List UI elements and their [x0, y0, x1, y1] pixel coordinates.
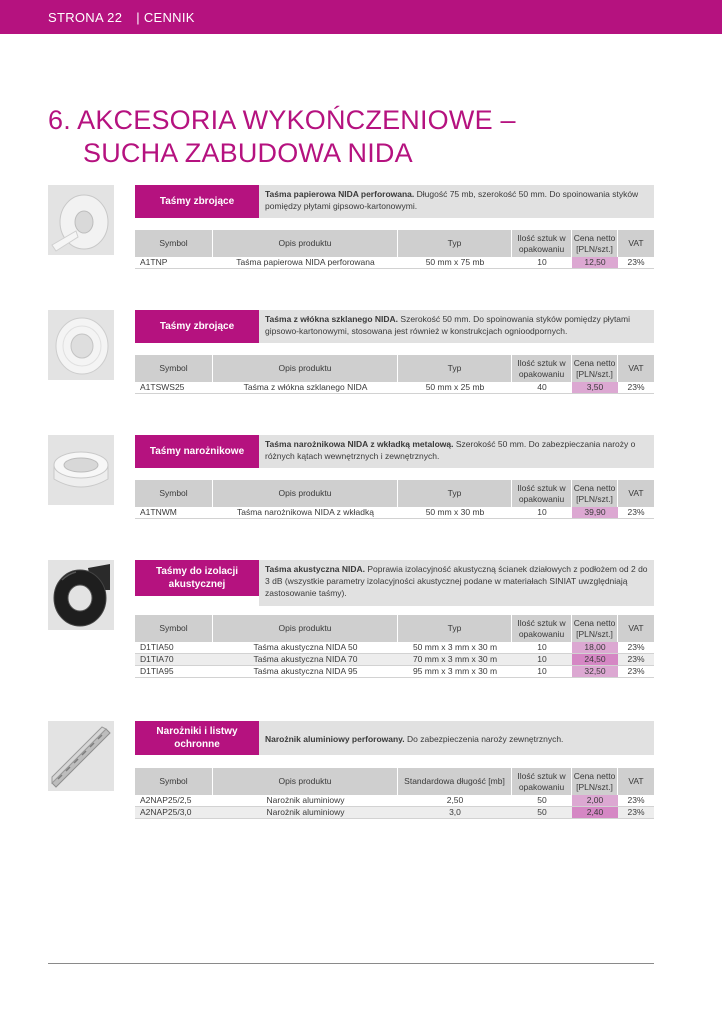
cell-type: 95 mm x 3 mm x 30 m	[412, 666, 498, 676]
col-vat: VAT	[618, 230, 654, 257]
top-bar	[0, 0, 722, 34]
col-quantity: Ilość sztuk w opakowaniu	[512, 615, 572, 642]
cell-description: Taśma akustyczna NIDA 95	[253, 666, 358, 676]
desc-bold: Narożnik aluminiowy perforowany.	[265, 734, 405, 744]
desc-text: Do zabezpieczenia naroży zewnętrznych.	[404, 734, 564, 744]
cell-symbol: A1TNP	[140, 257, 168, 267]
category-label: Taśmy zbrojące	[135, 185, 259, 218]
cell-vat: 23%	[627, 507, 645, 517]
table-header	[135, 230, 654, 257]
table-row	[135, 807, 654, 819]
cell-quantity: 10	[537, 666, 547, 676]
cell-description: Taśma z włókna szklanego NIDA	[243, 382, 368, 392]
desc-bold: Taśma akustyczna NIDA.	[265, 564, 365, 574]
col-symbol: Symbol	[135, 230, 213, 257]
cell-type: 70 mm x 3 mm x 30 m	[412, 654, 498, 664]
product-description	[259, 435, 654, 468]
cell-price: 3,50	[572, 382, 618, 393]
col-vat: VAT	[618, 480, 654, 507]
cell-price: 24,50	[572, 654, 618, 665]
col-quantity: Ilość sztuk w opakowaniu	[512, 768, 572, 795]
category-label: Taśmy narożnikowe	[135, 435, 259, 468]
cell-quantity: 50	[537, 807, 547, 817]
cell-price: 18,00	[572, 642, 618, 653]
cell-type: 50 mm x 3 mm x 30 m	[412, 642, 498, 652]
table-header	[135, 480, 654, 507]
category-label: Taśmy do izolacji akustycznej	[135, 560, 259, 596]
desc-text: Szerokość 50 mm. Do spoinowania styków pomiędzy płytami gipsowo-kartonowymi, stosowana jest również w konstrukcjach ognioodpornych.	[265, 314, 630, 336]
col-symbol: Symbol	[135, 480, 213, 507]
col-quantity: Ilość sztuk w opakowaniu	[512, 480, 572, 507]
col-symbol: Symbol	[135, 355, 213, 382]
table-header	[135, 768, 654, 795]
cell-description: Taśma akustyczna NIDA 50	[253, 642, 358, 652]
cell-quantity: 50	[537, 795, 547, 805]
cell-symbol: A2NAP25/3,0	[140, 807, 192, 817]
cell-length: 2,50	[446, 795, 464, 805]
cell-price: 39,90	[572, 507, 618, 518]
desc-text: Długość 75 mb, szerokość 50 mm. Do spoinowania styków pomiędzy płytami gipsowo-kartonowymi.	[265, 189, 639, 211]
cell-vat: 23%	[627, 257, 645, 267]
cell-vat: 23%	[627, 382, 645, 392]
price-table	[135, 355, 654, 394]
cell-description: Narożnik aluminiowy	[266, 795, 345, 805]
cell-quantity: 10	[537, 654, 547, 664]
section-label: | CENNIK	[136, 9, 195, 25]
cell-length: 3,0	[449, 807, 461, 817]
price-table	[135, 480, 654, 519]
cell-vat: 23%	[627, 654, 645, 664]
cell-vat: 23%	[627, 795, 645, 805]
cell-quantity: 10	[537, 642, 547, 652]
title-line-1: 6. AKCESORIA WYKOŃCZENIOWE –	[48, 105, 516, 135]
col-description: Opis produktu	[213, 355, 398, 382]
table-header	[135, 615, 654, 642]
fiberglass-tape-image	[48, 310, 114, 380]
col-type: Typ	[398, 230, 512, 257]
product-description	[259, 721, 654, 755]
col-price: Cena netto [PLN/szt.]	[572, 230, 618, 257]
cell-symbol: D1TIA70	[140, 654, 174, 664]
desc-text: Poprawia izolacyjność akustyczną ścianek działowych z podłożem od 2 do 3 dB (wszystkie parametry izolacyjności akustycznej podane w materiałach SINIAT uwzględniają zastosowanie taśmy).	[265, 564, 648, 598]
product-description	[259, 185, 654, 218]
col-length: Standardowa długość [mb]	[398, 768, 512, 795]
table-row	[135, 507, 654, 519]
col-description: Opis produktu	[213, 615, 398, 642]
paper-tape-image	[48, 185, 114, 255]
table-row	[135, 654, 654, 666]
cell-type: 50 mm x 30 mb	[425, 507, 485, 517]
title-line-2: SUCHA ZABUDOWA NIDA	[83, 138, 413, 168]
aluminium-corner-bead-image	[48, 721, 114, 791]
desc-bold: Taśma z włókna szklanego NIDA.	[265, 314, 399, 324]
col-quantity: Ilość sztuk w opakowaniu	[512, 230, 572, 257]
cell-quantity: 10	[537, 257, 547, 267]
cell-quantity: 10	[537, 507, 547, 517]
col-symbol: Symbol	[135, 615, 213, 642]
cell-type: 50 mm x 25 mb	[425, 382, 485, 392]
cell-price: 2,40	[572, 807, 618, 818]
cell-price: 12,50	[572, 257, 618, 268]
cell-vat: 23%	[627, 666, 645, 676]
price-table	[135, 768, 654, 819]
desc-bold: Taśma papierowa NIDA perforowana.	[265, 189, 415, 199]
cell-symbol: A1TSWS25	[140, 382, 185, 392]
table-row	[135, 642, 654, 654]
col-price: Cena netto [PLN/szt.]	[572, 355, 618, 382]
col-vat: VAT	[618, 355, 654, 382]
col-type: Typ	[398, 480, 512, 507]
product-description	[259, 310, 654, 343]
corner-tape-image	[48, 435, 114, 505]
cell-description: Narożnik aluminiowy	[266, 807, 345, 817]
category-label: Taśmy zbrojące	[135, 310, 259, 343]
cell-price: 2,00	[572, 795, 618, 806]
col-price: Cena netto [PLN/szt.]	[572, 768, 618, 795]
cell-vat: 23%	[627, 642, 645, 652]
cell-vat: 23%	[627, 807, 645, 817]
col-type: Typ	[398, 355, 512, 382]
page-title	[48, 104, 688, 170]
price-table	[135, 615, 654, 678]
col-vat: VAT	[618, 615, 654, 642]
cell-description: Taśma papierowa NIDA perforowana	[236, 257, 375, 267]
col-price: Cena netto [PLN/szt.]	[572, 615, 618, 642]
col-description: Opis produktu	[213, 768, 398, 795]
cell-symbol: D1TIA95	[140, 666, 174, 676]
cell-symbol: A1TNWM	[140, 507, 177, 517]
cell-quantity: 40	[537, 382, 547, 392]
cell-description: Taśma akustyczna NIDA 70	[253, 654, 358, 664]
cell-price: 32,50	[572, 666, 618, 677]
cell-symbol: A2NAP25/2,5	[140, 795, 192, 805]
footer-divider	[48, 963, 654, 964]
col-description: Opis produktu	[213, 480, 398, 507]
col-description: Opis produktu	[213, 230, 398, 257]
cell-description: Taśma narożnikowa NIDA z wkładką	[236, 507, 374, 517]
page-number: STRONA 22	[48, 9, 123, 25]
acoustic-tape-image	[48, 560, 114, 630]
table-row	[135, 257, 654, 269]
desc-text: Szerokość 50 mm. Do zabezpieczania naroży o różnych kątach wewnętrznych i zewnętrznych.	[265, 439, 636, 461]
category-label: Narożniki i listwy ochronne	[135, 721, 259, 755]
cell-symbol: D1TIA50	[140, 642, 174, 652]
cell-type: 50 mm x 75 mb	[425, 257, 485, 267]
col-price: Cena netto [PLN/szt.]	[572, 480, 618, 507]
col-quantity: Ilość sztuk w opakowaniu	[512, 355, 572, 382]
col-vat: VAT	[618, 768, 654, 795]
col-type: Typ	[398, 615, 512, 642]
table-row	[135, 795, 654, 807]
price-table	[135, 230, 654, 269]
table-row	[135, 666, 654, 678]
col-symbol: Symbol	[135, 768, 213, 795]
table-header	[135, 355, 654, 382]
desc-bold: Taśma narożnikowa NIDA z wkładką metalową.	[265, 439, 454, 449]
product-description	[259, 560, 654, 606]
table-row	[135, 382, 654, 394]
